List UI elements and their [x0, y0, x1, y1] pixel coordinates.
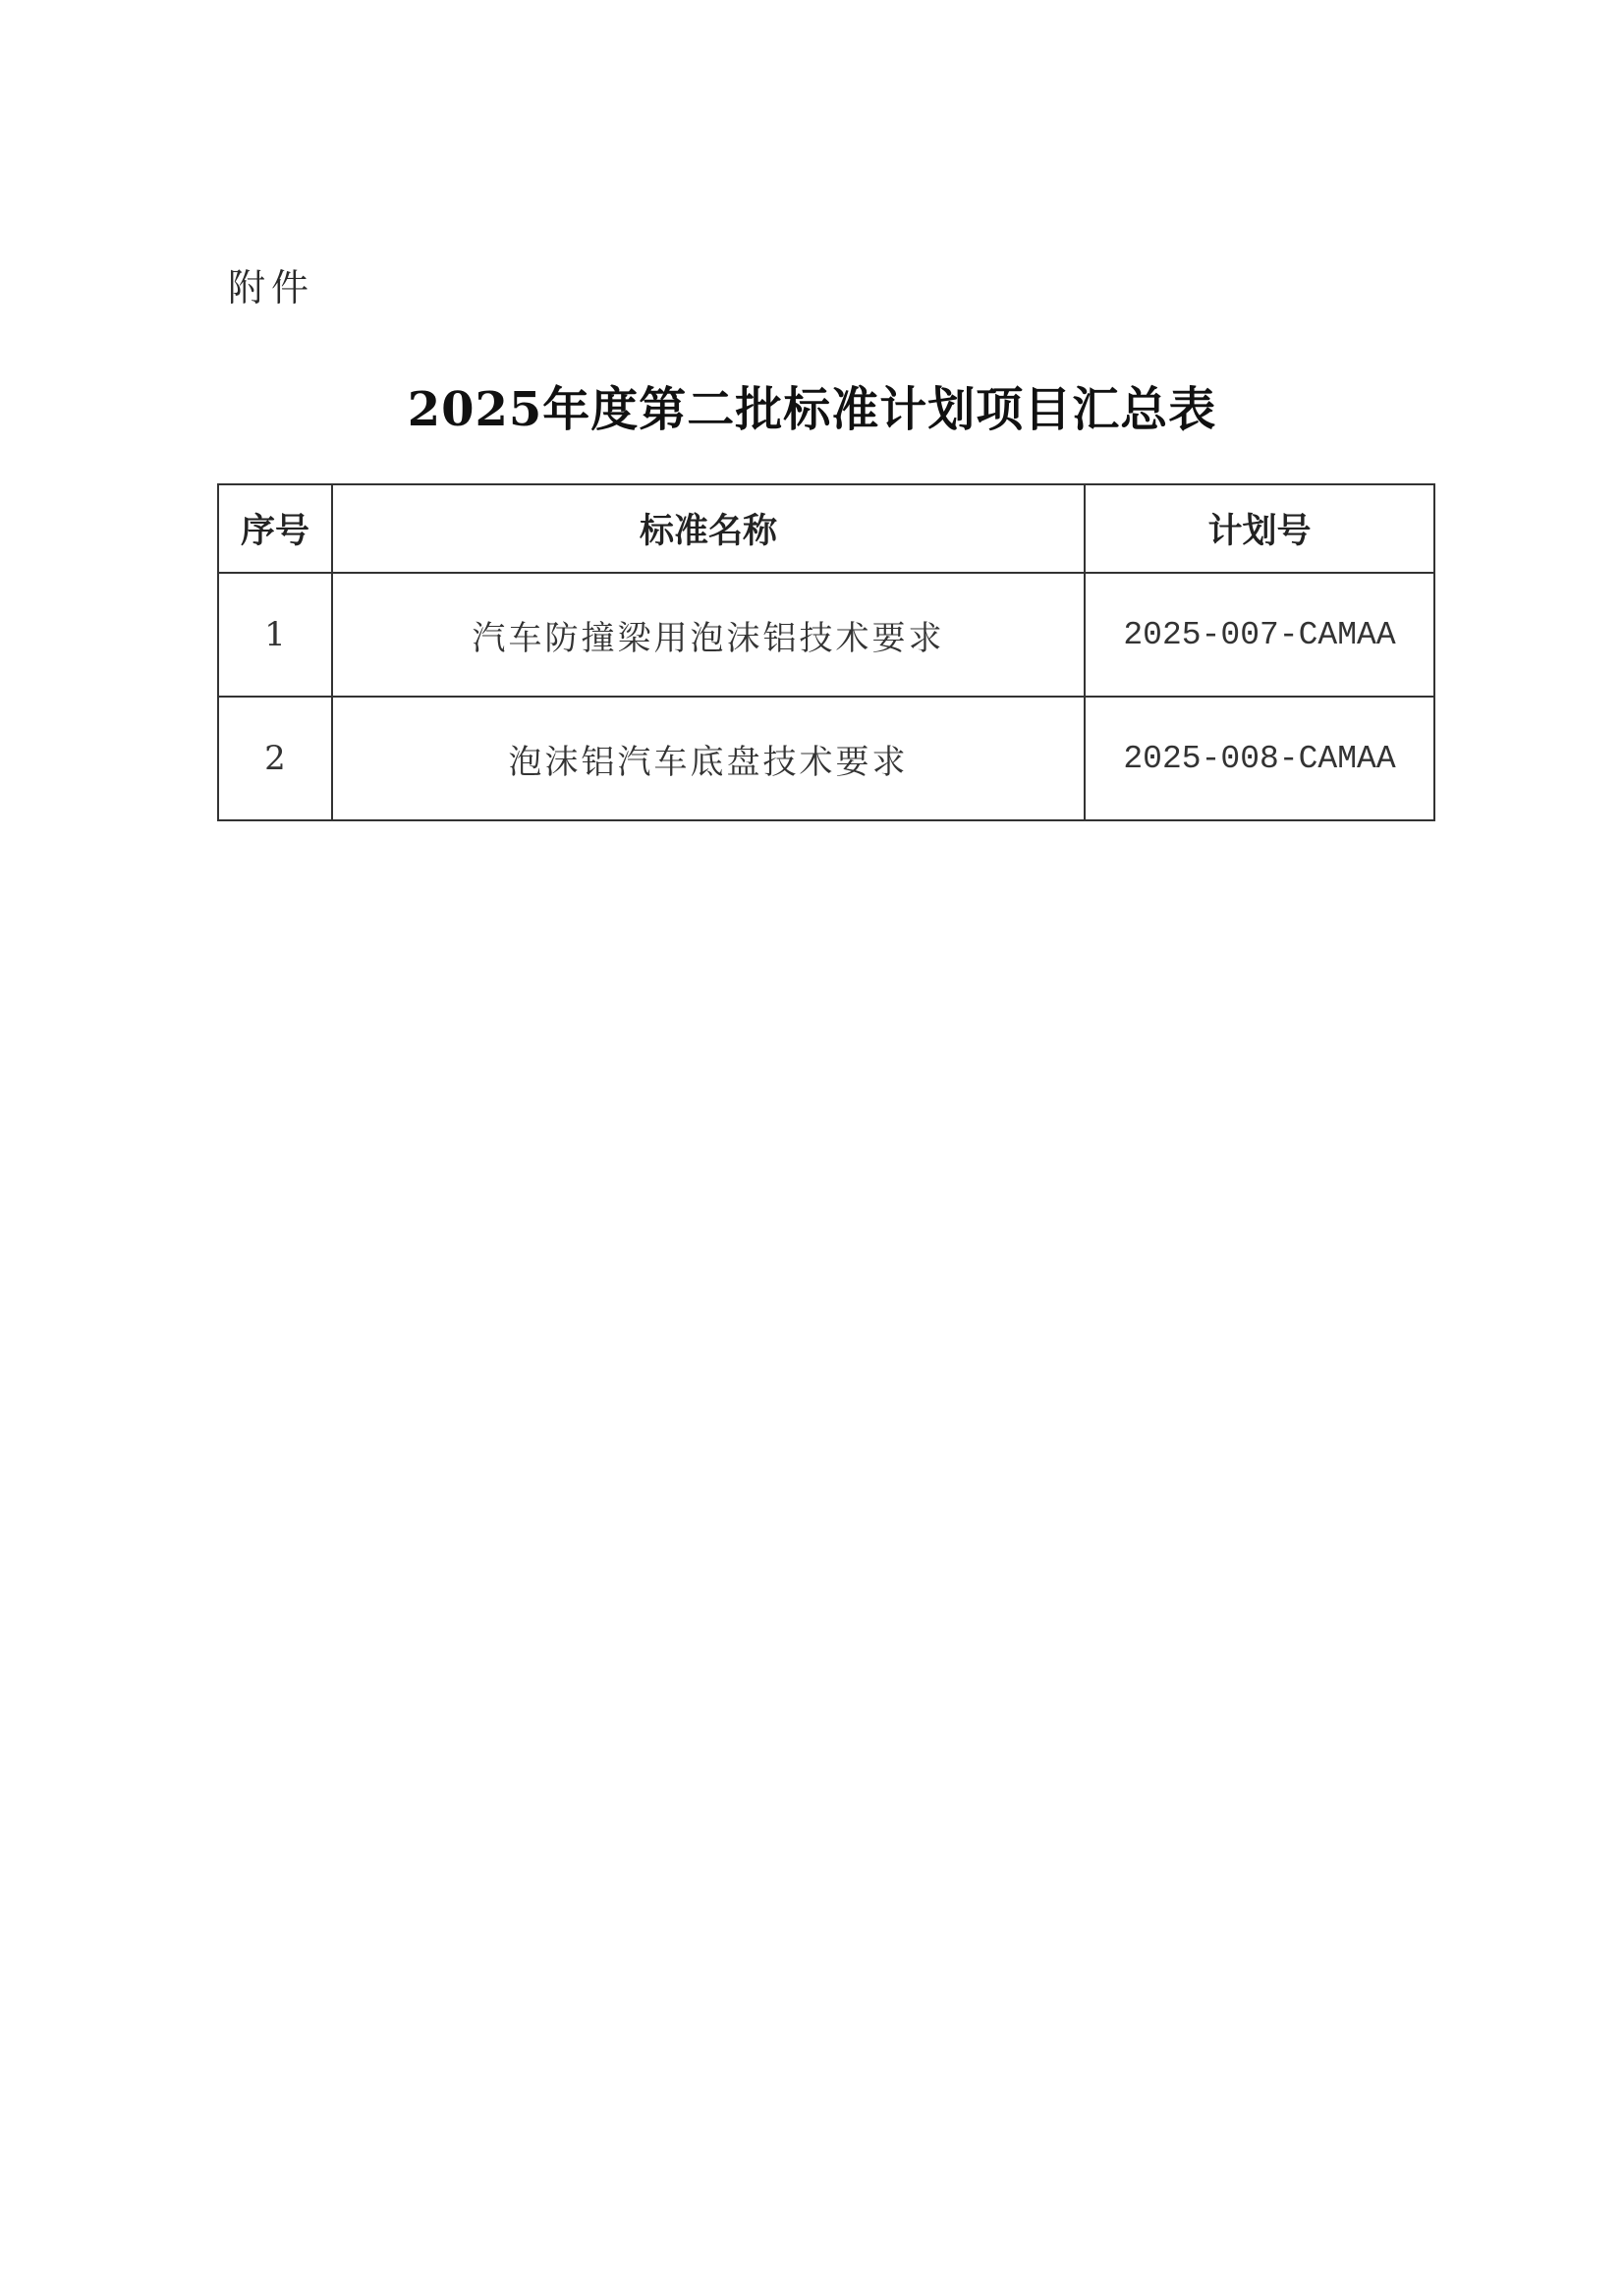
- row-seq: 1: [218, 573, 332, 697]
- table-header-row: [218, 484, 1434, 573]
- row-plan-number: 2025-008-CAMAA: [1085, 697, 1434, 820]
- header-standard-name: 标准名称: [332, 484, 1085, 573]
- header-plan-number: 计划号: [1085, 484, 1434, 573]
- row-seq: 2: [218, 697, 332, 820]
- row-standard-name: 汽车防撞梁用泡沫铝技术要求: [332, 573, 1085, 697]
- table-row: [218, 697, 1434, 820]
- document-title: 2025年度第二批标准计划项目汇总表: [407, 382, 1217, 437]
- row-plan-number: 2025-007-CAMAA: [1085, 573, 1434, 697]
- attachment-label: 附件: [228, 266, 315, 309]
- row-standard-name: 泡沫铝汽车底盘技术要求: [332, 697, 1085, 820]
- standards-plan-table: [217, 483, 1435, 821]
- header-seq: 序号: [218, 484, 332, 573]
- table-row: [218, 573, 1434, 697]
